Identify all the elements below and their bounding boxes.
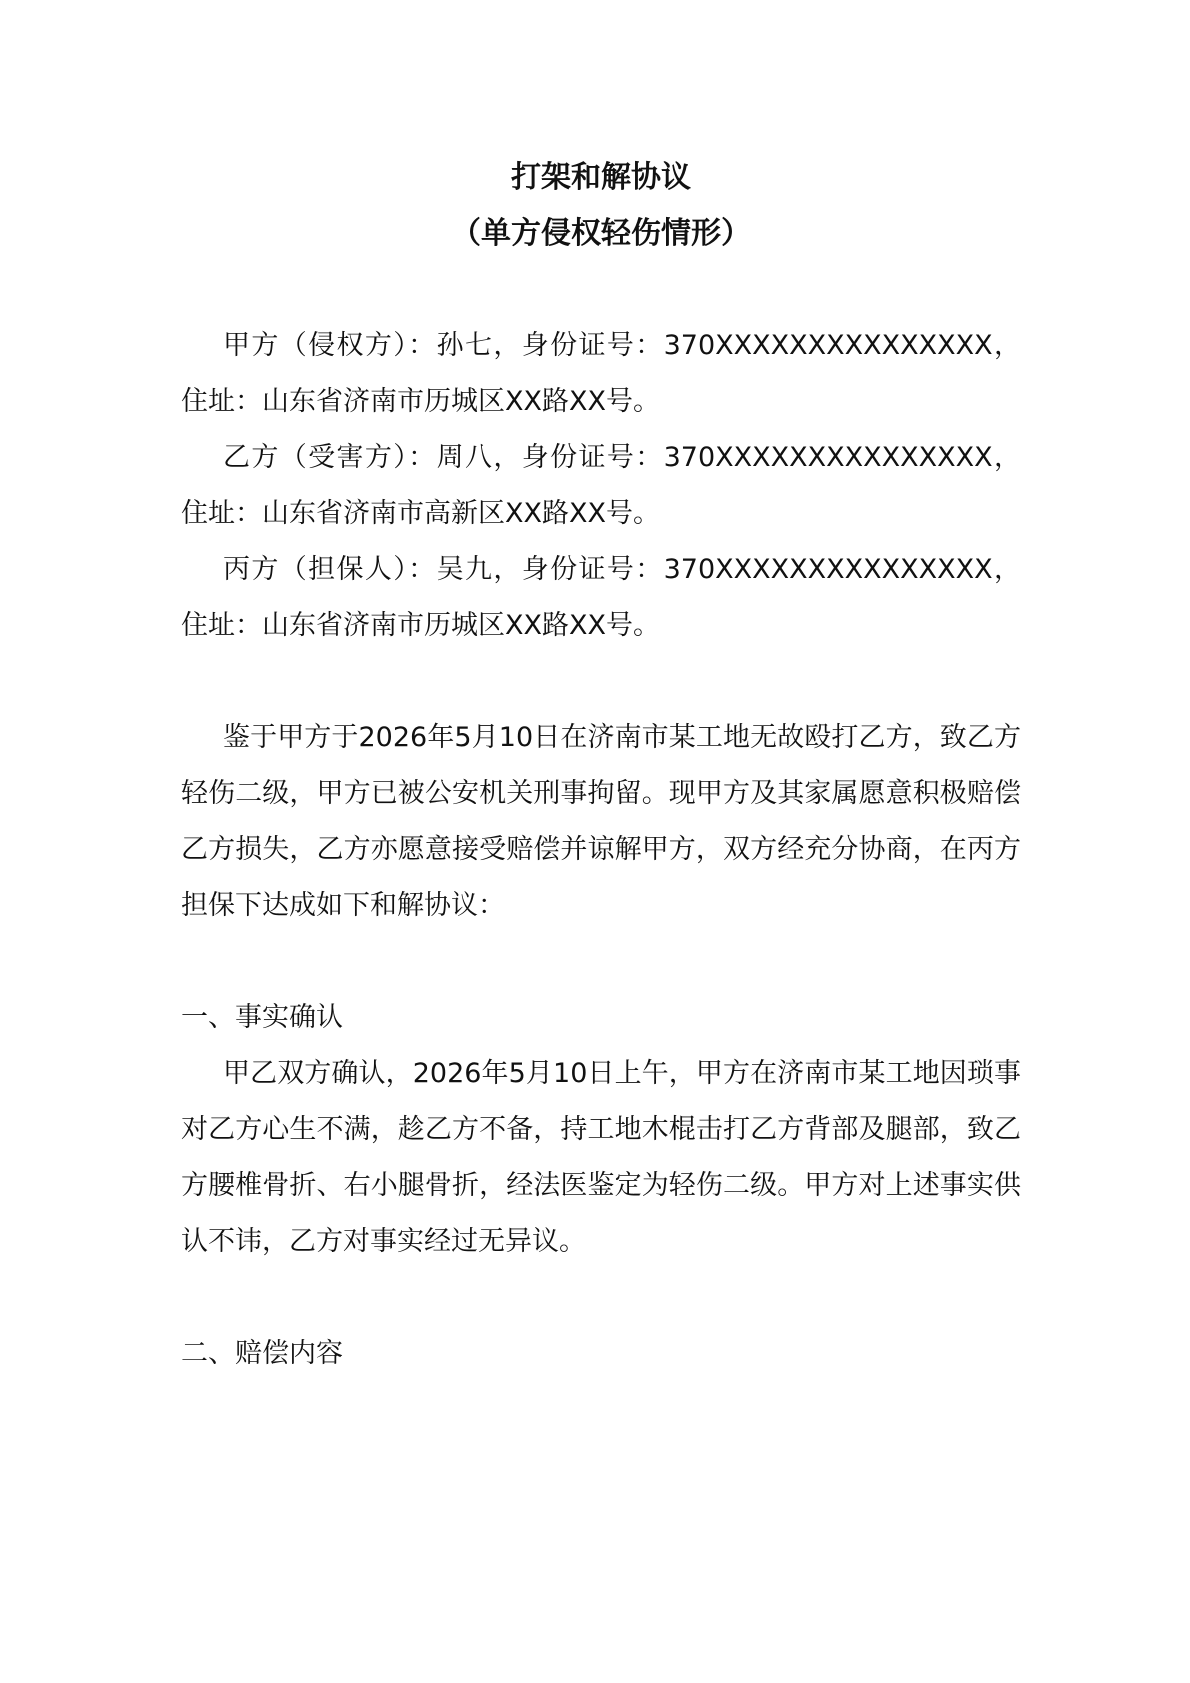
- spacer: [181, 654, 1021, 710]
- preamble: 鉴于甲方于2026年5月10日在济南市某工地无故殴打乙方，致乙方轻伤二级，甲方已被公安机关刑事拘留。现甲方及其家属愿意积极赔偿乙方损失，乙方亦愿意接受赔偿并谅解甲方，双方经充分协商，在丙方担保下达成如下和解协议：: [181, 722, 1021, 921]
- document-subtitle: （单方侵权轻伤情形）: [451, 216, 751, 251]
- spacer: [181, 262, 1021, 318]
- section-heading-compensation: 二、赔偿内容: [181, 1338, 343, 1369]
- spacer: [181, 934, 1021, 990]
- section-heading-facts: 一、事实确认: [181, 1002, 343, 1033]
- document-content: [181, 150, 1021, 1382]
- document-title: 打架和解协议: [511, 160, 691, 195]
- party-c: 丙方（担保人）：吴九，身份证号：370XXXXXXXXXXXXXXX，住址：山东省济南市历城区XX路XX号。: [181, 554, 1021, 641]
- party-b: 乙方（受害方）：周八，身份证号：370XXXXXXXXXXXXXXX，住址：山东省济南市高新区XX路XX号。: [181, 442, 1021, 529]
- section-body-facts: 甲乙双方确认，2026年5月10日上午，甲方在济南市某工地因琐事对乙方心生不满，趁乙方不备，持工地木棍击打乙方背部及腿部，致乙方腰椎骨折、右小腿骨折，经法医鉴定为轻伤二级。甲方对上述事实供认不讳，乙方对事实经过无异议。: [181, 1058, 1021, 1257]
- spacer: [181, 1270, 1021, 1326]
- party-a: 甲方（侵权方）：孙七，身份证号：370XXXXXXXXXXXXXXX，住址：山东省济南市历城区XX路XX号。: [181, 330, 1021, 417]
